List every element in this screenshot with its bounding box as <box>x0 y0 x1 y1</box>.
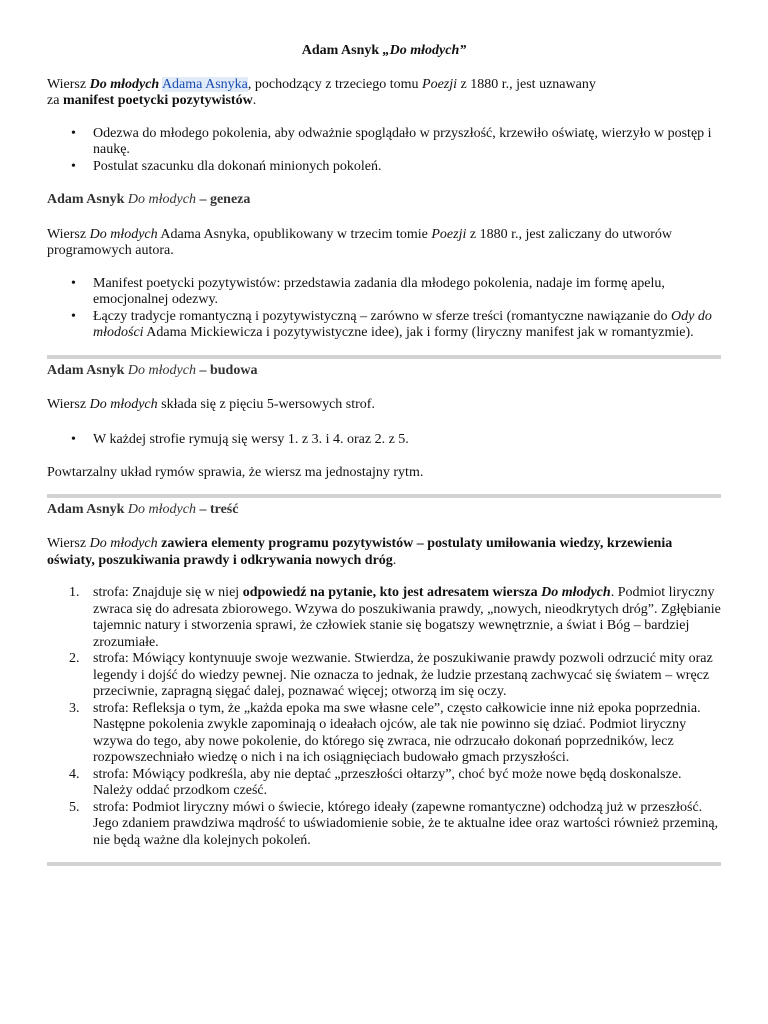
geneza-bullet-list <box>47 276 721 342</box>
intro-paragraph: Wiersz Do młodych Adama Asnyka, pochodzący z trzeciego tomu Poezji z 1880 r., jest uznawany za manifest poetycki pozytywistów. <box>47 76 596 108</box>
list-item: 3. strofa: Refleksja o tym, że „każda epoka ma swe własne cele”, często całkowicie inne niż epoka poprzednia. Następne pokolenia zwykle zapominają o ideałach ojców, ale tak nie powinno się dziać. Podmiot liryczny wzywa do tego, aby nowe pokolenie, do którego się zwraca, nie odrzucało dokonań poprzedników, lecz rozpowszechniało wiedzę o nich i na ich osiągnięciach budowało gmach przyszłości. <box>69 700 701 765</box>
list-item: 4. strofa: Mówiący podkreśla, aby nie deptać „przeszłości ołtarzy”, choć być może nowe będą doskonalsze. Należy oddać przodkom cześć. <box>69 766 682 798</box>
section-heading-budowa: Adam Asnyk Do młodych – budowa <box>47 362 258 378</box>
budowa-bullet-list <box>47 432 721 449</box>
geneza-paragraph: Wiersz Do młodych Adama Asnyka, opublikowany w trzecim tomie Poezji z 1880 r., jest zaliczany do utworów programowych autora. <box>47 226 673 258</box>
budowa-paragraph: Wiersz Do młodych składa się z pięciu 5-wersowych strof. <box>47 397 375 412</box>
section-heading-tresc: Adam Asnyk Do młodych – treść <box>47 501 239 517</box>
author-link[interactable]: Adama Asnyka <box>161 76 248 92</box>
stanza-list <box>47 585 721 849</box>
intro-bullet-list <box>47 126 721 176</box>
list-item: • Postulat szacunku dla dokonań minionych pokoleń. <box>93 159 721 176</box>
list-item: 5. strofa: Podmiot liryczny mówi o świecie, którego ideały (zapewne romantyczne) odchodzą już w przeszłość. Jego zdaniem prawdziwa mądrość to uświadomienie sobie, że te aktualne idee oraz wartości również przeminą, nie będą ważne dla kolejnych pokoleń. <box>69 799 719 848</box>
list-item: 1. strofa: Znajduje się w niej odpowiedź na pytanie, kto jest adresatem wiersza Do młodych. Podmiot liryczny zwraca się do adresata zbiorowego. Wzywa do poszukiwania prawdy, „nowych, nieodkrytych dróg”. Zgłębianie tajemnic natury i stworzenia sprawi, że człowiek stanie się bogatszy wewnętrznie, a świat i Bóg – bardziej zrozumiałe. <box>69 585 721 650</box>
list-item: • Odezwa do młodego pokolenia, aby odważnie spoglądało w przyszłość, krzewiło oświatę, wierzyło w postęp i naukę. <box>93 126 721 159</box>
list-item: • Manifest poetycki pozytywistów: przedstawia zadania dla młodego pokolenia, nadaje im formę apelu, emocjonalnej odezwy. <box>93 276 721 309</box>
list-item: • Łączy tradycje romantyczną i pozytywistyczną – zarówno w sferze treści (romantyczne nawiązanie do Ody do młodości Adama Mickiewicza i pozytywistyczne idee), jak i formy (liryczny manifest jak w romantyzmie). <box>93 309 721 342</box>
section-divider <box>47 355 721 359</box>
list-item: 2. strofa: Mówiący kontynuuje swoje wezwanie. Stwierdza, że poszukiwanie prawdy pozwoli odrzucić mity oraz legendy i dojść do wiedzy pewnej. Nie oznacza to jednak, że ludzie przestaną zachwycać się światem – wręcz przeciwnie, zapragną sięgać dalej, poznawać więcej; otworzą im się oczy. <box>69 651 713 699</box>
section-divider <box>47 494 721 498</box>
list-item: • W każdej strofie rymują się wersy 1. z 3. i 4. oraz 2. z 5. <box>93 432 721 449</box>
tresc-paragraph: Wiersz Do młodych zawiera elementy programu pozytywistów – postulaty umiłowania wiedzy, krzewienia oświaty, poszukiwania prawdy i odkrywania nowych dróg. <box>47 536 673 568</box>
section-heading-geneza: Adam Asnyk Do młodych – geneza <box>47 192 251 207</box>
document-page <box>47 0 721 866</box>
document-title: Adam Asnyk „Do młodych” <box>301 43 467 58</box>
budowa-closing-paragraph: Powtarzalny układ rymów sprawia, że wiersz ma jednostajny rytm. <box>47 465 424 480</box>
section-divider <box>47 862 721 866</box>
